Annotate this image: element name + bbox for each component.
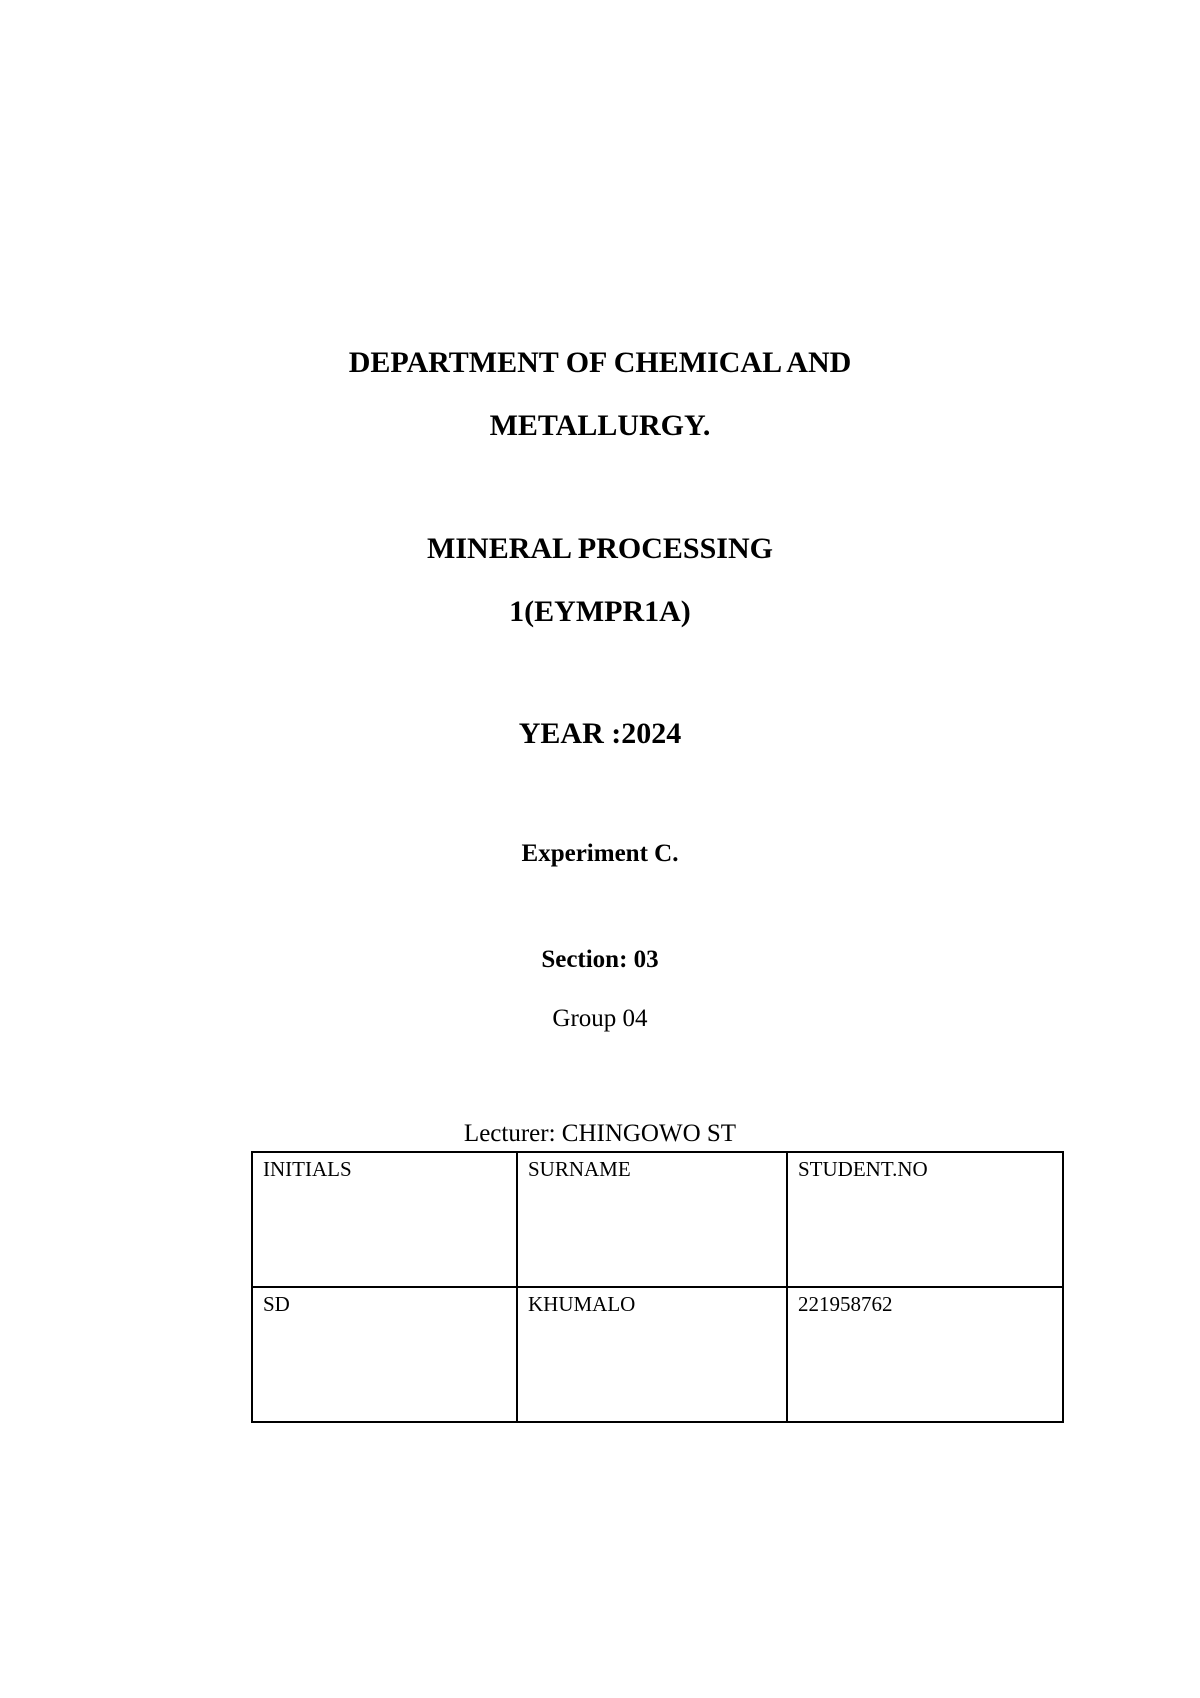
header-initials: INITIALS — [252, 1152, 517, 1287]
department-title-line1: DEPARTMENT OF CHEMICAL AND — [348, 346, 852, 379]
lecturer-label: Lecturer: CHINGOWO ST — [463, 1120, 737, 1147]
cell-surname: KHUMALO — [517, 1287, 787, 1422]
header-surname: SURNAME — [517, 1152, 787, 1287]
group-label: Group 04 — [552, 1005, 648, 1032]
table-row — [252, 1287, 1063, 1422]
course-title-line1: MINERAL PROCESSING — [427, 532, 773, 565]
cell-initials: SD — [252, 1287, 517, 1422]
section-label: Section: 03 — [541, 946, 659, 973]
course-code: 1(EYMPR1A) — [509, 595, 691, 628]
department-title-line2: METALLURGY. — [489, 409, 711, 442]
students-table — [251, 1151, 1064, 1423]
year-label: YEAR :2024 — [518, 717, 682, 750]
cell-student-no: 221958762 — [787, 1287, 1063, 1422]
header-student-no: STUDENT.NO — [787, 1152, 1063, 1287]
experiment-label: Experiment C. — [521, 840, 679, 867]
table-header-row — [252, 1152, 1063, 1287]
